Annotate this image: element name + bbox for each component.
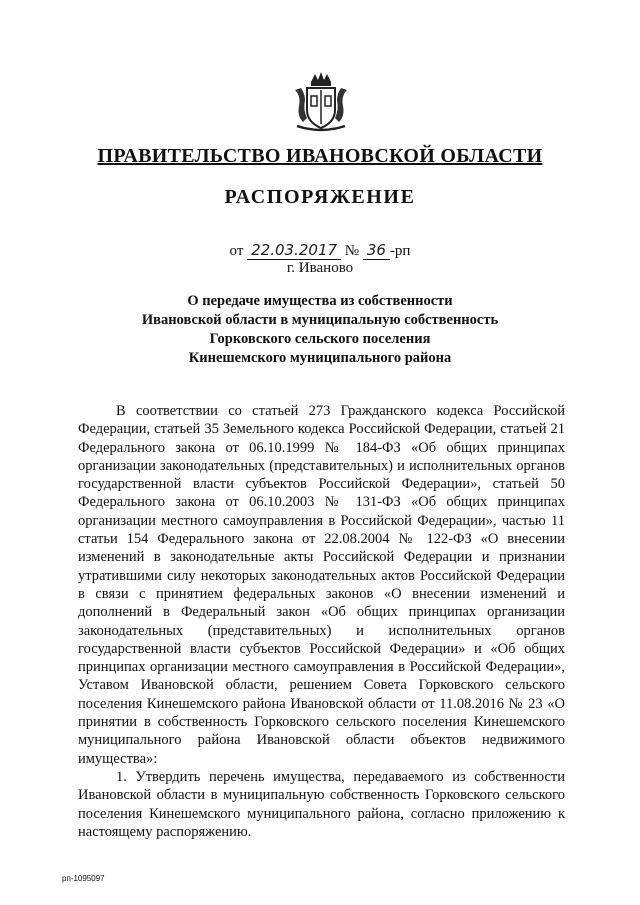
organization-name: ПРАВИТЕЛЬСТВО ИВАНОВСКОЙ ОБЛАСТИ (97, 145, 543, 167)
body-paragraph: В соответствии со статьей 273 Гражданского кодекса Российской Федерации, статьей 35 Земельного кодекса Российской Федерации, статьей 21 Федерального закона от 06.10.1999 № 184-ФЗ «Об общих принципах организации законодательных (представительных) и исполнительных органов государственной власти субъектов Российской Федерации», статьей 50 Федерального закона от 06.10.2003 № 131-ФЗ «Об общих принципах организации местного самоуправления в Российской Федерации», частью 11 статьи 154 Федерального закона от 22.08.2004 № 122-ФЗ «О внесении изменений в законодательные акты Российской Федерации и признании утратившими силу некоторых законодательных актов Российской Федерации в связи с принятием федеральных законов «О внесении изменений и дополнений в Федеральный закон «Об общих принципах организации законодательных (представительных) и исполнительных органов государственной власти субъектов Российской Федерации» и «Об общих принципах организации местного самоуправления в Российской Федерации», Уставом Ивановской области, решением Совета Горковского сельского поселения Кинешемского района Ивановской области от 11.08.2016 № 23 «О принятии в собственность Горковского сельского поселения Кинешемского муниципального района Ивановской области объектов недвижимого имущества»: (78, 403, 565, 767)
document-title (0, 292, 640, 368)
document-number: 36 (363, 241, 390, 260)
number-suffix: -рп (389, 243, 411, 259)
footer-code: рп-1095097 (62, 874, 105, 883)
title-line: Горковского сельского поселения (209, 331, 431, 347)
title-line: Кинешемского муниципального района (188, 350, 452, 366)
ivanovo-coat-of-arms-icon (289, 70, 353, 134)
number-label: № (344, 243, 360, 259)
document-date: 22.03.2017 (247, 241, 341, 260)
document-type: РАСПОРЯЖЕНИЕ (224, 186, 416, 208)
body-paragraph: 1. Утвердить перечень имущества, передаваемого из собственности Ивановской области в муниципальную собственность Горковского сельского поселения Кинешемского муниципального района, согласно приложению к настоящему распоряжению. (78, 768, 565, 840)
title-line: О передаче имущества из собственности (187, 293, 453, 309)
document-body (78, 402, 565, 841)
title-line: Ивановской области в муниципальную собственность (141, 312, 499, 328)
date-prefix: от (229, 243, 244, 259)
city: г. Иваново (286, 260, 354, 276)
date-number-line (0, 241, 640, 260)
